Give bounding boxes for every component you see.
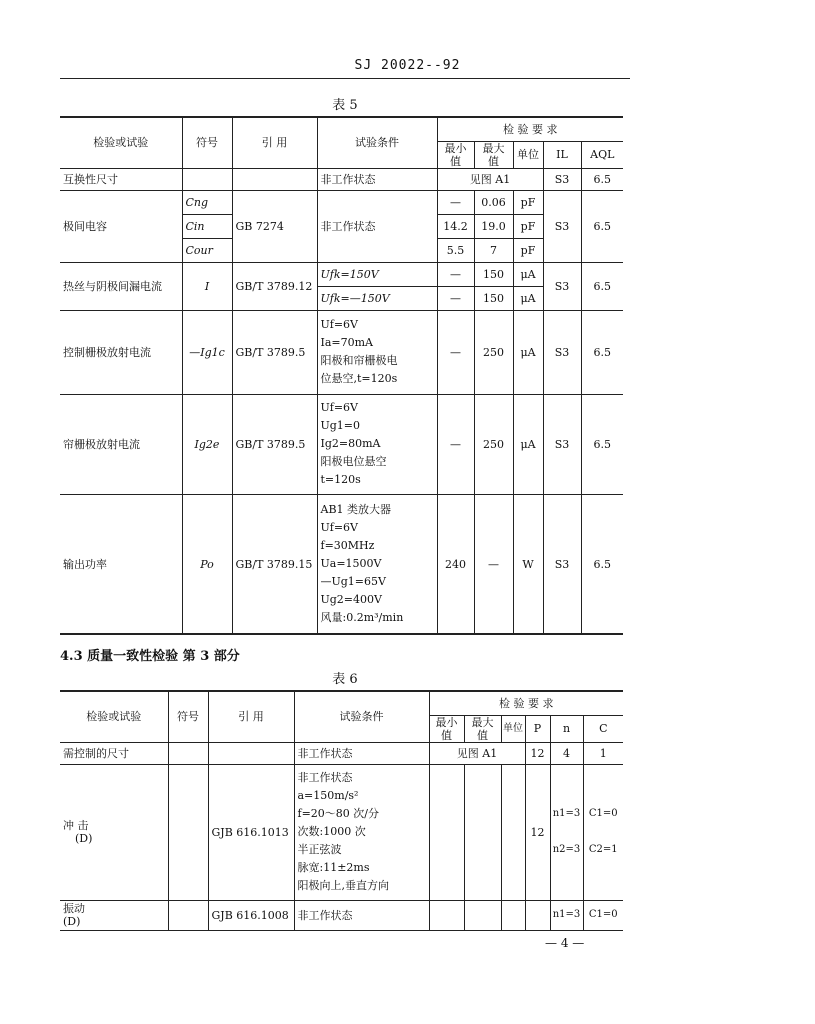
table-cell: —: [437, 286, 474, 310]
table-cell: 5.5: [437, 238, 474, 262]
table-cell: S3: [543, 190, 581, 262]
table-cell: 极间电容: [60, 190, 182, 262]
header-rule: [60, 78, 630, 79]
table-cell: 7: [474, 238, 513, 262]
table-cell: [294, 764, 429, 900]
table-cell: pF: [513, 190, 543, 214]
table-cell: 输出功率: [60, 494, 182, 634]
table-cell: pF: [513, 214, 543, 238]
table-cell: 见图 A1: [429, 742, 525, 764]
table-cell: 6.5: [581, 394, 623, 494]
t5-head-req: 检 验 要 求: [437, 117, 623, 141]
cell-line: 脉宽:11±2ms: [297, 861, 370, 875]
table-cell: GB 7274: [232, 190, 317, 262]
table-cell: I: [182, 262, 232, 310]
table-cell: [317, 310, 437, 394]
table-cell: 6.5: [581, 168, 623, 190]
test-sub: (D): [63, 915, 81, 929]
cell-line: Uf=6V: [320, 521, 359, 535]
t5-head-aql: AQL: [581, 141, 623, 168]
cell-line: Ua=1500V: [320, 557, 382, 571]
table-cell: μA: [513, 310, 543, 394]
t6-head-p: P: [525, 715, 550, 742]
cell-line: 次数:1000 次: [297, 825, 366, 839]
table-cell: S3: [543, 394, 581, 494]
table-cell: 0.06: [474, 190, 513, 214]
table-cell: Ufk=150V: [317, 262, 437, 286]
cell-line: Ug1=0: [320, 419, 361, 433]
t5-head-cond: 试验条件: [317, 117, 437, 168]
test-name: 冲 击: [63, 819, 89, 833]
table-cell: 帘栅极放射电流: [60, 394, 182, 494]
table-cell: μA: [513, 286, 543, 310]
t5-head-ref: 引 用: [232, 117, 317, 168]
table-cell: [583, 764, 623, 900]
table-cell: —: [437, 190, 474, 214]
table-cell: Cour: [182, 238, 232, 262]
table-cell: μA: [513, 394, 543, 494]
table-cell: 6.5: [581, 494, 623, 634]
cell-line: Ig2=80mA: [320, 437, 381, 451]
table-cell: 240: [437, 494, 474, 634]
t6-head-c: C: [583, 715, 623, 742]
table-cell: 150: [474, 262, 513, 286]
table-cell: 控制栅极放射电流: [60, 310, 182, 394]
page-number: — 4 —: [545, 936, 585, 950]
table-cell: S3: [543, 262, 581, 310]
table-cell: [60, 764, 168, 900]
table-cell: pF: [513, 238, 543, 262]
table-cell: 见图 A1: [437, 168, 543, 190]
table6-caption: 表 6: [332, 672, 358, 687]
table-cell: —Ig1c: [182, 310, 232, 394]
table-cell: n1=3: [550, 900, 583, 930]
table-cell: 14.2: [437, 214, 474, 238]
table5-caption: 表 5: [332, 98, 358, 113]
table-cell: 非工作状态: [317, 168, 437, 190]
cell-line: AB1 类放大器: [320, 503, 392, 517]
table-cell: 1: [583, 742, 623, 764]
t6-head-min: 最小值: [429, 715, 464, 742]
t6-head-unit: 单位: [501, 715, 525, 742]
t6-head-symbol: 符号: [168, 691, 208, 742]
cell-line: Ug2=400V: [320, 593, 382, 607]
table-cell: [550, 764, 583, 900]
table-cell: [317, 394, 437, 494]
cell-line: 非工作状态: [297, 771, 353, 785]
table-cell: GB/T 3789.12: [232, 262, 317, 310]
table-cell: S3: [543, 494, 581, 634]
table-cell: 6.5: [581, 310, 623, 394]
table-cell: 250: [474, 310, 513, 394]
table-cell: 需控制的尺寸: [60, 742, 168, 764]
table-cell: 250: [474, 394, 513, 494]
table-cell: GB/T 3789.5: [232, 310, 317, 394]
cell-line: f=30MHz: [320, 539, 375, 553]
table-cell: Ig2e: [182, 394, 232, 494]
t5-head-test: 检验或试验: [60, 117, 182, 168]
table-cell: GB/T 3789.15: [232, 494, 317, 634]
table-cell: GJB 616.1008: [208, 900, 294, 930]
cell-line: 风量:0.2m³/min: [320, 611, 404, 625]
cell-line: 阳极电位悬空: [320, 455, 387, 469]
t6-head-ref: 引 用: [208, 691, 294, 742]
cell-line: 半正弦波: [297, 843, 342, 857]
cell-line: C1=0: [588, 808, 618, 820]
table-cell: S3: [543, 310, 581, 394]
table6: [60, 690, 623, 931]
cell-line: Uf=6V: [320, 401, 359, 415]
table-cell: GB/T 3789.5: [232, 394, 317, 494]
t5-head-symbol: 符号: [182, 117, 232, 168]
table-cell: 12: [525, 764, 550, 900]
cell-line: Uf=6V: [320, 318, 359, 332]
t5-head-unit: 单位: [513, 141, 543, 168]
table-cell: S3: [543, 168, 581, 190]
t6-head-max: 最大值: [464, 715, 501, 742]
table-cell: [60, 900, 168, 930]
table-cell: 非工作状态: [294, 900, 429, 930]
table-cell: 非工作状态: [317, 190, 437, 262]
table-cell: 4: [550, 742, 583, 764]
table-cell: 19.0: [474, 214, 513, 238]
table-cell: Po: [182, 494, 232, 634]
table-cell: Cng: [182, 190, 232, 214]
cell-line: Ia=70mA: [320, 336, 373, 350]
cell-line: t=120s: [320, 473, 361, 487]
document-number: SJ 20022--92: [354, 58, 461, 73]
table-cell: W: [513, 494, 543, 634]
section-heading: 4.3 质量一致性检验 第 3 部分: [60, 649, 240, 664]
cell-line: C2=1: [588, 844, 618, 856]
cell-line: a=150m/s²: [297, 789, 359, 803]
cell-line: n2=3: [552, 844, 581, 856]
table-cell: 6.5: [581, 190, 623, 262]
table-cell: 12: [525, 742, 550, 764]
cell-line: 阳极和帘栅极电: [320, 354, 398, 368]
table-cell: Cin: [182, 214, 232, 238]
table-cell: —: [437, 262, 474, 286]
table-cell: 热丝与阴极间漏电流: [60, 262, 182, 310]
cell-line: —Ug1=65V: [320, 575, 386, 589]
t5-head-min: 最小值: [437, 141, 474, 168]
t6-head-test: 检验或试验: [60, 691, 168, 742]
table-cell: 6.5: [581, 262, 623, 310]
test-sub: (D): [75, 832, 93, 846]
cell-line: 阳极向上,垂直方向: [297, 879, 389, 893]
t6-head-req: 检 验 要 求: [429, 691, 623, 715]
table-cell: 互换性尺寸: [60, 168, 182, 190]
table-cell: Ufk=—150V: [317, 286, 437, 310]
t6-head-cond: 试验条件: [294, 691, 429, 742]
t5-head-il: IL: [543, 141, 581, 168]
table-cell: —: [437, 310, 474, 394]
t5-head-max: 最大值: [474, 141, 513, 168]
cell-line: n1=3: [552, 808, 581, 820]
table-cell: C1=0: [583, 900, 623, 930]
table-cell: —: [474, 494, 513, 634]
table5: [60, 116, 623, 635]
cell-line: f=20～80 次/分: [297, 807, 379, 821]
table-cell: 150: [474, 286, 513, 310]
table-cell: GJB 616.1013: [208, 764, 294, 900]
t6-head-n: n: [550, 715, 583, 742]
cell-line: 位悬空,t=120s: [320, 372, 398, 386]
test-name: 振动: [63, 902, 85, 916]
table-cell: 非工作状态: [294, 742, 429, 764]
table-cell: [317, 494, 437, 634]
table-cell: —: [437, 394, 474, 494]
table-cell: μA: [513, 262, 543, 286]
